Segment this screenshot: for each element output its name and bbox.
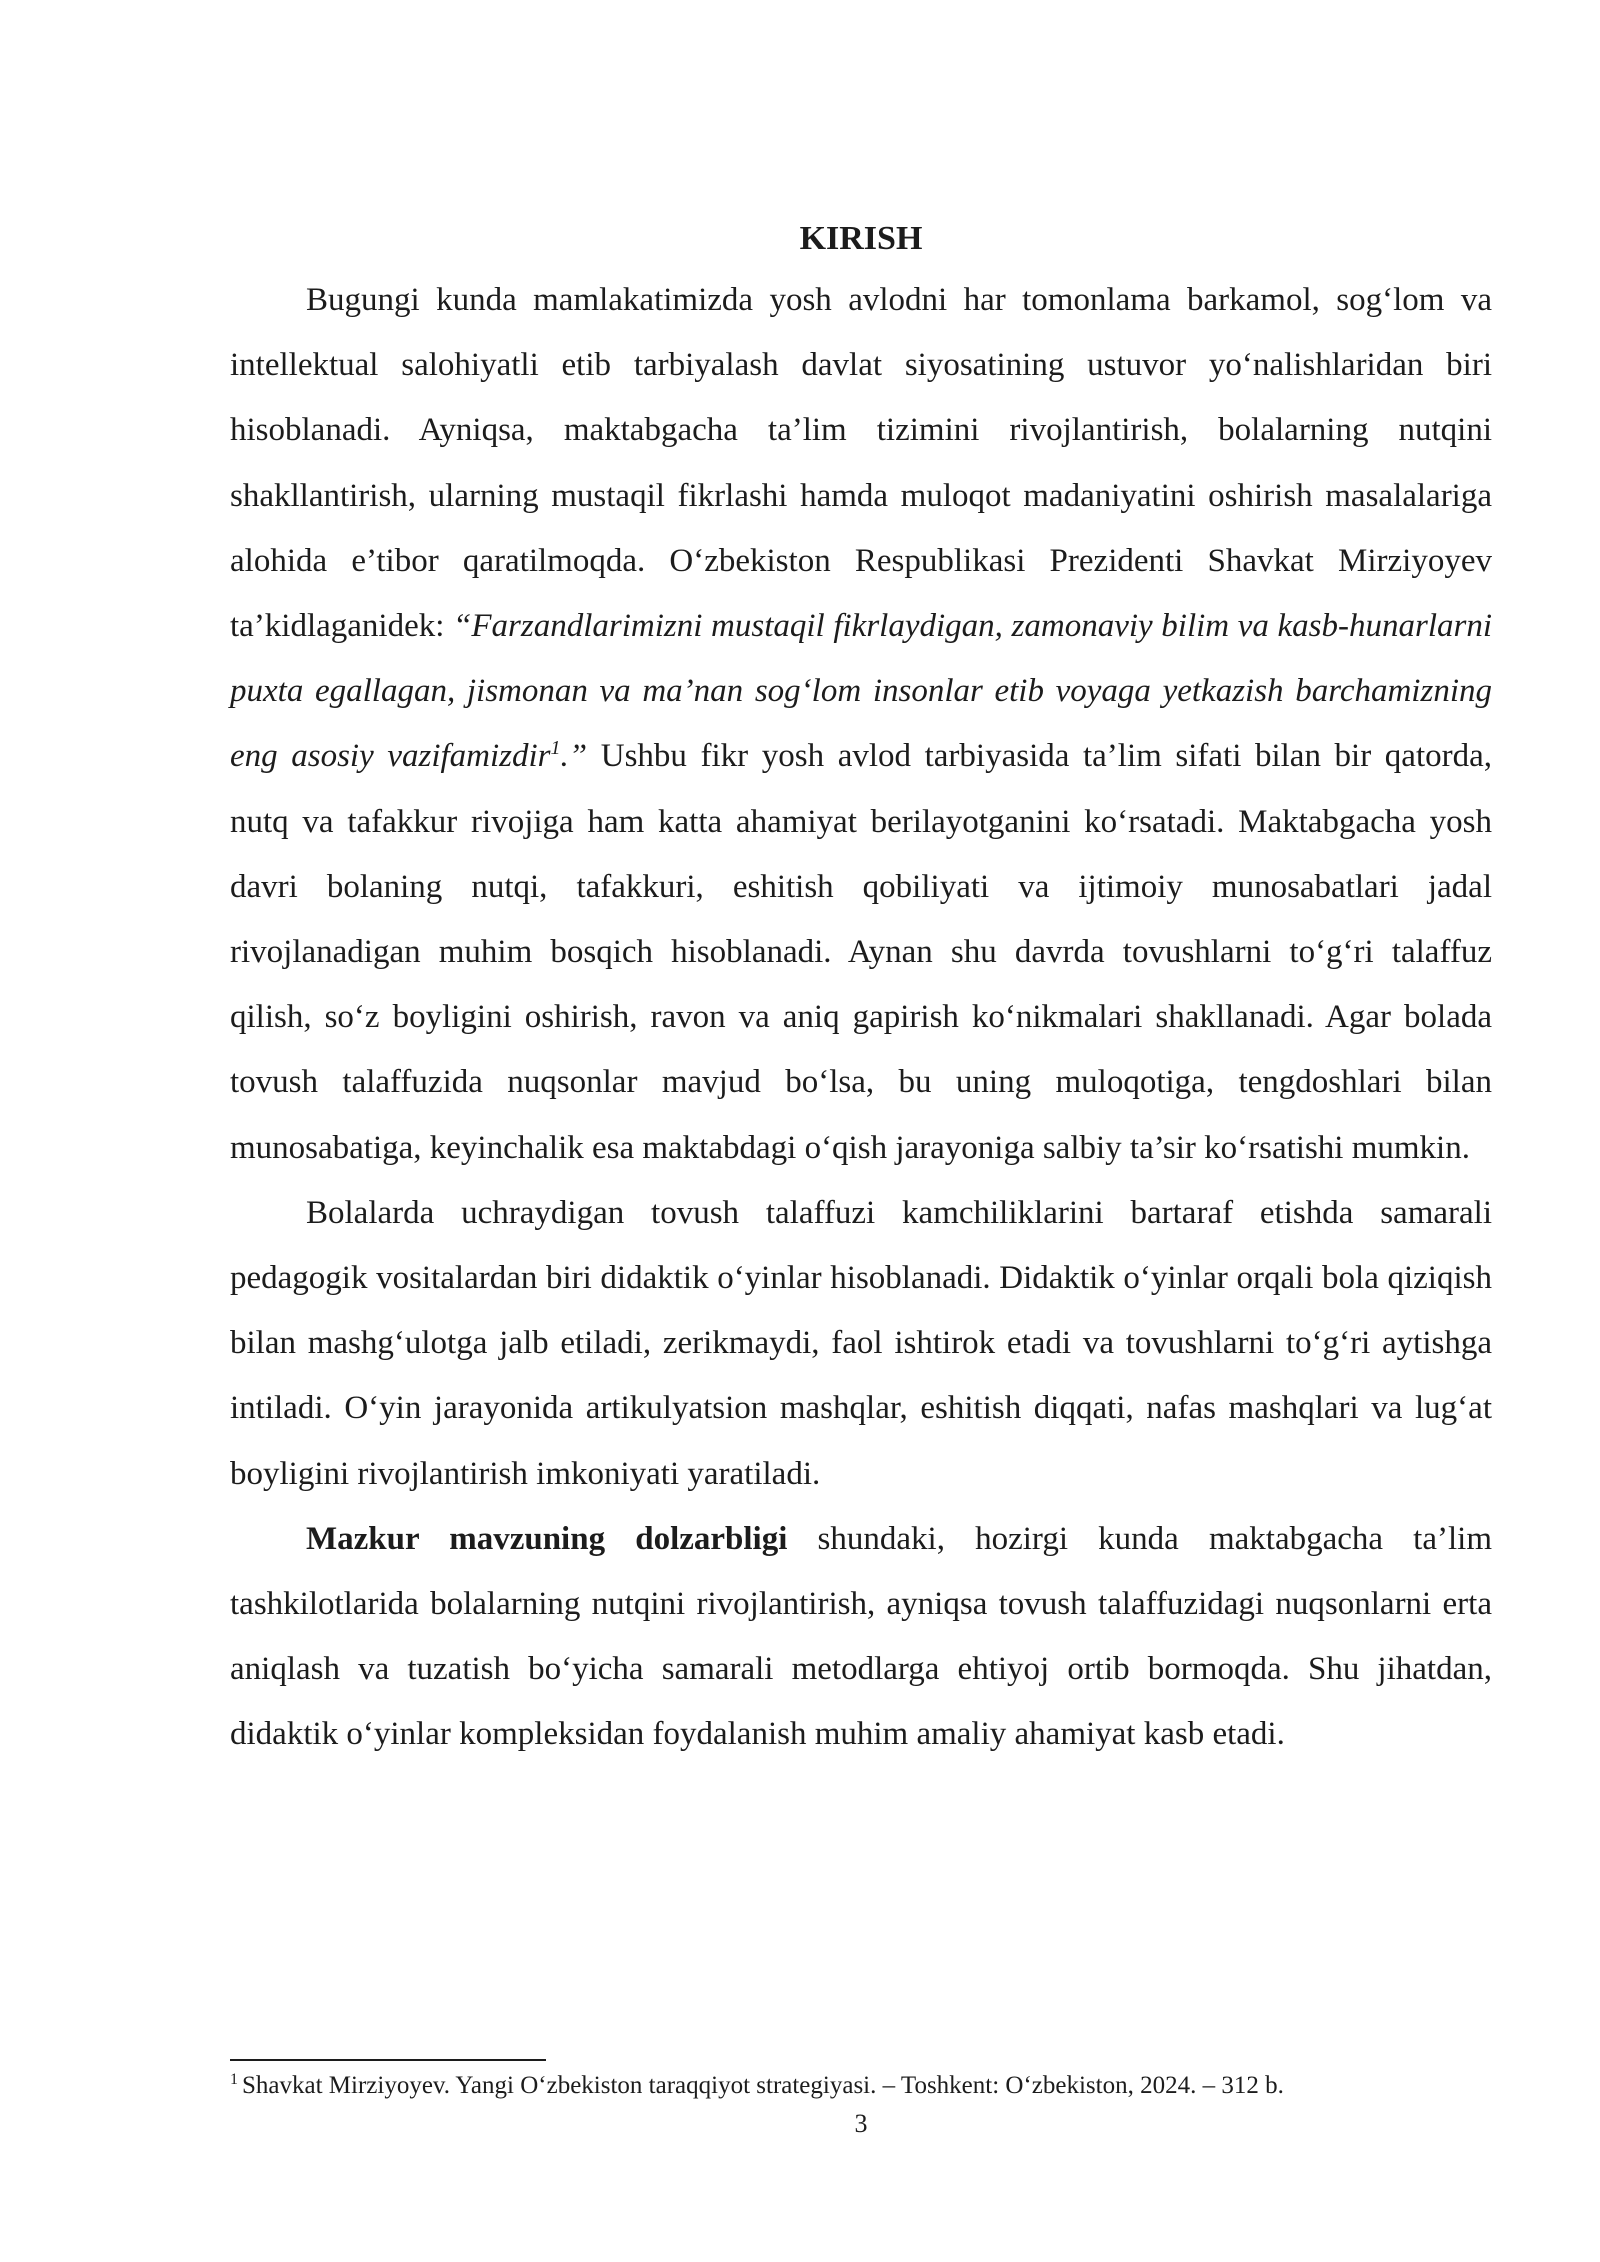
- footnote-text: Shavkat Mirziyoyev. Yangi O‘zbekiston taraqqiyot strategiyasi. – Toshkent: O‘zbekiston, 2024. – 312 b.: [242, 2072, 1284, 2099]
- footnote: [230, 2070, 1492, 2102]
- footnote-reference[interactable]: 1: [550, 737, 561, 760]
- intro-text: Bugungi kunda mamlakatimizda yosh avlodni har tomonlama barkamol, sog‘lom va intellektual salohiyatli etib tarbiyalash davlat siyosatining ustuvor yo‘nalishlaridan biri hisoblanadi. Ayniqsa, maktabgacha ta’lim tizimini rivojlantirish, bolalarning nutqini shakllantirish, ularning mustaqil fikrlashi hamda muloqot madaniyatini oshirish masalalariga alohida e’tibor qaratilmoqda. O‘zbekiston Respublikasi Prezidenti Shavkat Mirziyoyev ta’kidlaganidek:: [230, 282, 1492, 645]
- section-title: KIRISH: [799, 220, 923, 257]
- intro-continuation: Ushbu fikr yosh avlod tarbiyasida ta’lim sifati bilan bir qatorda, nutq va tafakkur rivojiga ham katta ahamiyat berilayotganini ko‘rsatadi. Maktabgacha yosh davri bolaning nutqi, tafakkuri, eshitish qobiliyati va ijtimoiy munosabatlari jadal rivojlanadigan muhim bosqich hisoblanadi. Aynan shu davrda tovushlarni to‘g‘ri talaffuz qilish, so‘z boyligini oshirish, ravon va aniq gapirish ko‘nikmalari shakllanadi. Agar bolada tovush talaffuzida nuqsonlar mavjud bo‘lsa, bu uning muloqotiga, tengdoshlari bilan munosabatiga, keyinchalik esa maktabdagi o‘qish jarayoniga salbiy ta’sir ko‘rsatishi mumkin.: [230, 738, 1492, 1166]
- paragraph-relevance: [230, 1507, 1492, 1768]
- paragraph-intro: [230, 268, 1492, 1181]
- footnote-separator: [230, 2059, 546, 2061]
- document-page: [230, 212, 1492, 1768]
- relevance-heading: Mazkur mavzuning dolzarbligi: [306, 1520, 788, 1557]
- relevance-text: shundaki, hozirgi kunda maktabgacha ta’lim tashkilotlarida bolalarning nutqini rivojlantirish, ayniqsa tovush talaffuzidagi nuqsonlarni erta aniqlash va tuzatish bo‘yicha samarali metodlarga ehtiyoj ortib bormoqda. Shu jihatdan, didaktik o‘yinlar kompleksidan foydalanish muhim amaliy ahamiyat kasb etadi.: [230, 1520, 1492, 1753]
- footnote-number: 1: [230, 2070, 238, 2088]
- quote-end: .”: [560, 738, 588, 775]
- quote-text: “Farzandlarimizni mustaqil fikrlaydigan, zamonaviy bilim va kasb-hunarlarni puxta egallagan, jismonan va ma’nan sog‘lom insonlar etib voyaga yetkazish barchamizning eng asosiy vazifamizdir: [230, 608, 1493, 775]
- page-number: 3: [854, 2109, 868, 2138]
- paragraph-didactic-games: Bolalarda uchraydigan tovush talaffuzi kamchiliklarini bartaraf etishda samarali pedagogik vositalardan biri didaktik o‘yinlar hisoblanadi. Didaktik o‘yinlar orqali bola qiziqish bilan mashg‘ulotga jalb etiladi, zerikmaydi, faol ishtirok etadi va tovushlarni to‘g‘ri aytishga intiladi. O‘yin jarayonida artikulyatsion mashqlar, eshitish diqqati, nafas mashqlari va lug‘at boyligini rivojlantirish imkoniyati yaratiladi.: [230, 1194, 1492, 1492]
